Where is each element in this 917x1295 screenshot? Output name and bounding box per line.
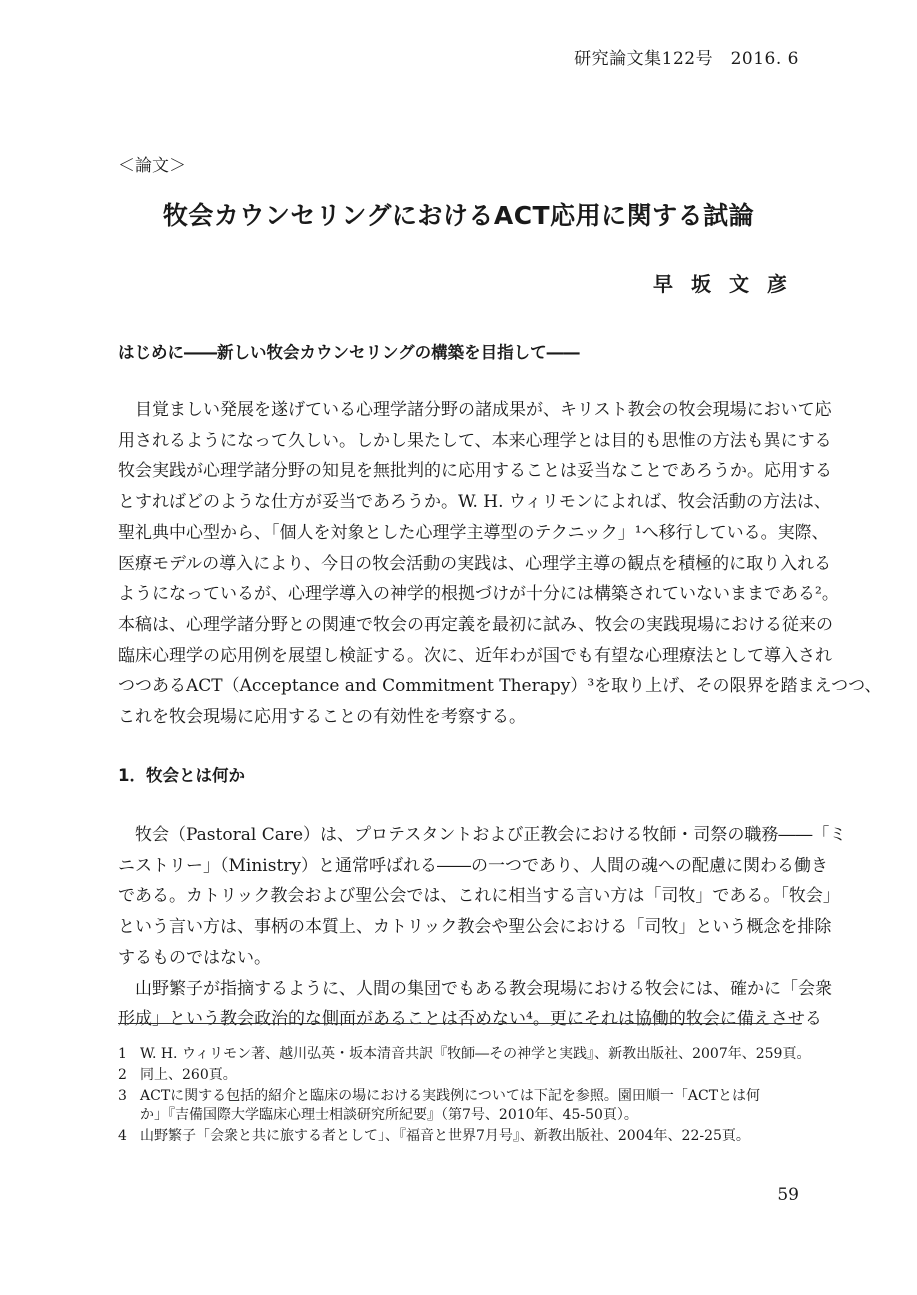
text-line: 医療モデルの導入により、今日の牧会活動の実践は、心理学主導の観点を積極的に取り入れる xyxy=(118,553,832,574)
intro-heading: はじめに――新しい牧会カウンセリングの構築を目指して―― xyxy=(118,343,580,362)
text-line: つつあるACT（Acceptance and Commitment Therapy）³を取り上げ、その限界を踏まえつつ、 xyxy=(118,676,882,697)
footnote-text: ACTに関する包括的紹介と臨床の場における実践例については下記を参照。園田順一「ACTとは何 xyxy=(140,1088,761,1104)
text-line: である。カトリック教会および聖公会では、これに相当する言い方は「司牧」である。「牧会」 xyxy=(118,886,840,907)
text-line: 聖礼典中心型から、「個人を対象とした心理学主導型のテクニック」¹へ移行している。実際、 xyxy=(118,522,829,543)
text-line: 形成」という教会政治的な側面があることは否めない⁴。更にそれは協働的牧会に備えさせる xyxy=(118,1009,822,1030)
text-line: これを牧会現場に応用することの有効性を考察する。 xyxy=(118,707,526,727)
footnote xyxy=(140,1104,802,1124)
footnote-number: 3 xyxy=(118,1088,127,1104)
page-number: 59 xyxy=(777,1185,799,1205)
journal-header: 研究論文集122号 2016. 6 xyxy=(574,49,799,69)
footnote-number: 4 xyxy=(118,1128,127,1144)
text-line: 牧会（Pastoral Care）は、プロテスタントおよび正教会における牧師・司祭の職務――「ミ xyxy=(118,825,847,845)
footnote-text: 同上、260頁。 xyxy=(140,1067,237,1083)
footnote-text: W. H. ウィリモン著、越川弘英・坂本清音共訳『牧師―その神学と実践』、新教出版社、2007年、259頁。 xyxy=(140,1046,811,1062)
section1-heading: 1．牧会とは何か xyxy=(118,766,245,785)
footnote-text: か」『吉備国際大学臨床心理士相談研究所紀要』（第7号、2010年、45-50頁）。 xyxy=(140,1107,638,1123)
text-line: ニストリー」（Ministry）と通常呼ばれる――の一つであり、人間の魂への配慮に関わる働き xyxy=(118,855,829,876)
section-tag: ＜論文＞ xyxy=(118,156,186,176)
text-line: 牧会実践が心理学諸分野の知見を無批判的に応用することは妥当なことであろうか。応用する xyxy=(118,461,832,482)
footnote-number: 2 xyxy=(118,1067,127,1083)
footnote xyxy=(118,1043,811,1063)
footnote xyxy=(118,1125,802,1145)
footnote xyxy=(118,1064,802,1084)
text-line: という言い方は、事柄の本質上、カトリック教会や聖公会における「司牧」という概念を排除 xyxy=(118,917,832,938)
text-line: するものではない。 xyxy=(118,947,271,968)
text-line: 山野繁子が指摘するように、人間の集団でもある教会現場における牧会には、確かに「会衆 xyxy=(118,978,832,999)
text-line: とすればどのような仕方が妥当であろうか。W. H. ウィリモンによれば、牧会活動の方法は、 xyxy=(118,492,831,513)
author-name: 早坂文彦 xyxy=(653,272,805,296)
text-line: 用されるようになって久しい。しかし果たして、本来心理学とは目的も思惟の方法も異にする xyxy=(118,430,832,451)
footnote-divider xyxy=(118,1023,802,1024)
text-line: ようになっているが、心理学導入の神学的根拠づけが十分には構築されていないままである²。 xyxy=(118,584,839,605)
text-line: 目覚ましい発展を遂げている心理学諸分野の諸成果が、キリスト教会の牧会現場において応 xyxy=(118,400,832,420)
footnote xyxy=(118,1085,802,1105)
footnote-number: 1 xyxy=(118,1046,127,1062)
footnote-text: 山野繁子「会衆と共に旅する者として」、『福音と世界7月号』、新教出版社、2004年、22-25頁。 xyxy=(140,1128,750,1144)
text-line: 臨床心理学の応用例を展望し検証する。次に、近年わが国でも有望な心理療法として導入され xyxy=(118,645,832,666)
paper-title: 牧会カウンセリングにおけるACT応用に関する試論 xyxy=(162,201,755,230)
text-line: 本稿は、心理学諸分野との関連で牧会の再定義を最初に試み、牧会の実践現場における従来の xyxy=(118,614,834,635)
